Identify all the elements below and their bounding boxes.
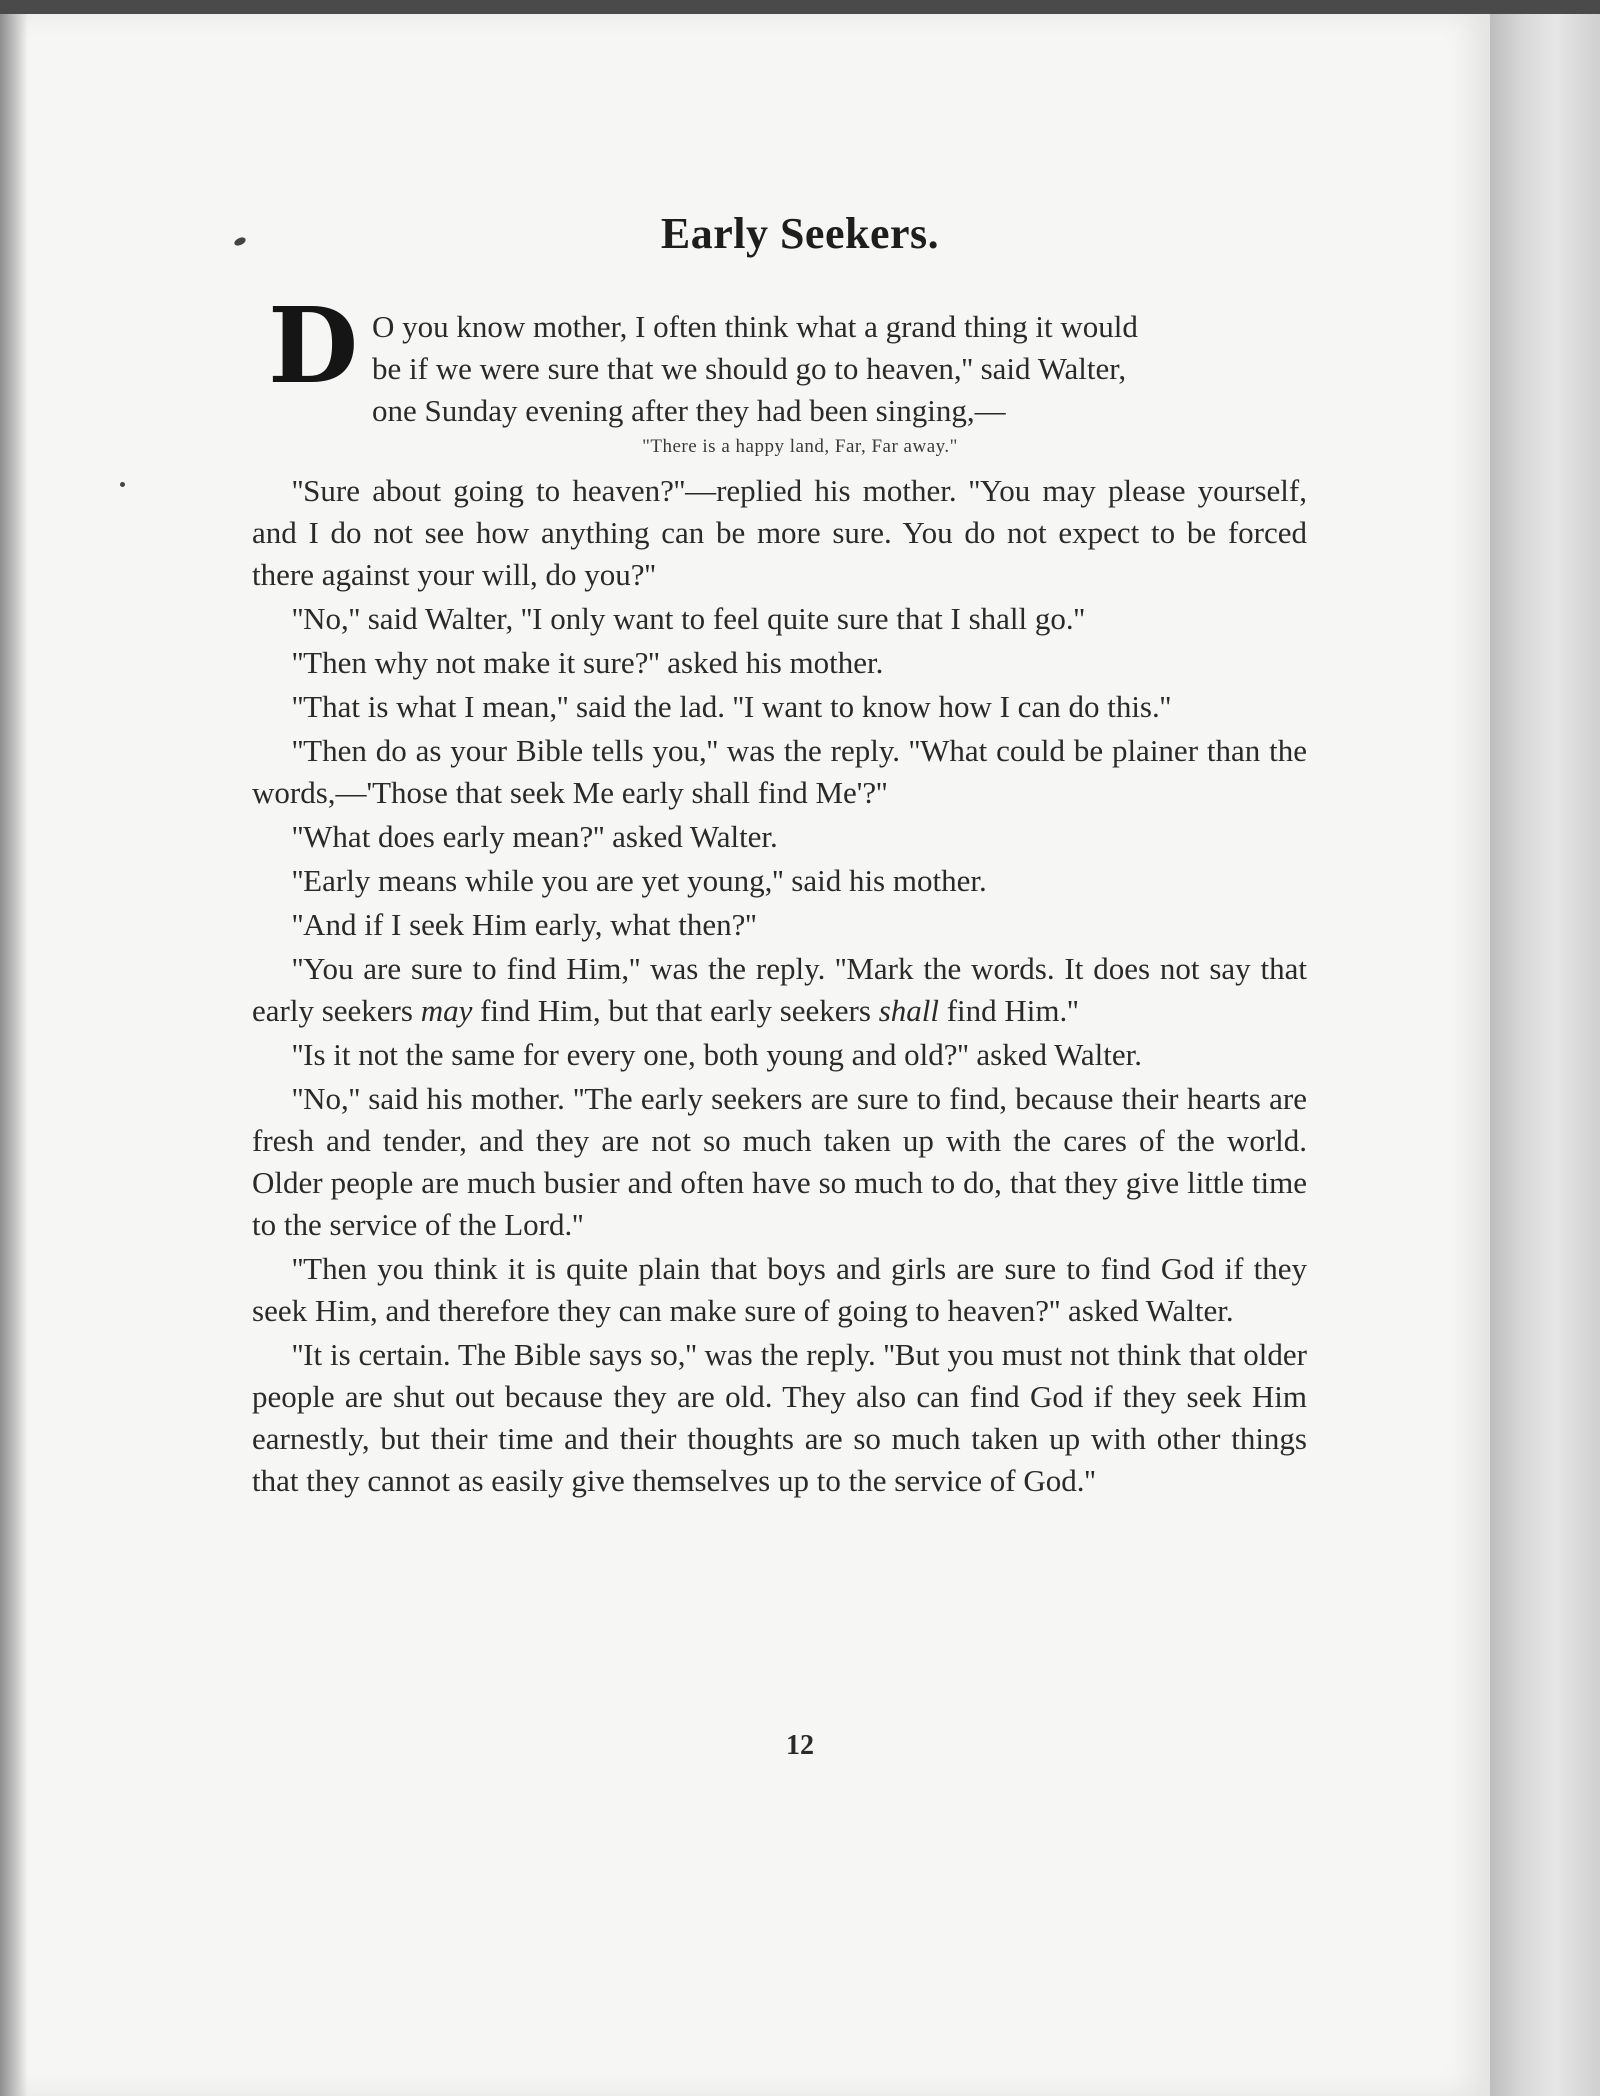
paragraph-with-emphasis bbox=[252, 948, 1307, 1032]
drop-cap: D bbox=[268, 284, 359, 407]
paragraph: ''Then you think it is quite plain that boys and girls are sure to find God if they seek Him, and therefore they can make sure of going to heaven?'' asked Walter. bbox=[252, 1251, 1307, 1328]
hymn-quote: "There is a happy land, Far, Far away." bbox=[642, 436, 958, 457]
paragraph: ''No,'' said Walter, ''I only want to feel quite sure that I shall go.'' bbox=[292, 601, 1085, 636]
paragraph: ''What does early mean?'' asked Walter. bbox=[292, 819, 778, 854]
paragraph: ''Then why not make it sure?'' asked his mother. bbox=[292, 645, 884, 680]
intro-paragraph bbox=[372, 306, 1312, 432]
paragraph: ''That is what I mean,'' said the lad. ''I want to know how I can do this.'' bbox=[292, 689, 1171, 724]
paragraph: ''Then do as your Bible tells you,'' was the reply. ''What could be plainer than the words,—'Those that seek Me early shall find Me'?'' bbox=[252, 733, 1307, 810]
paragraph: ''And if I seek Him early, what then?'' bbox=[292, 907, 757, 942]
text-run: find Him, but that early seekers bbox=[472, 993, 879, 1028]
intro-line: one Sunday evening after they had been singing,— bbox=[372, 393, 1006, 428]
paragraph: ''No,'' said his mother. ''The early seekers are sure to find, because their hearts are fresh and tender, and they are not so much taken up with the cares of the world. Older people are much busier and often have so much to do, that they give little time to the service of the Lord.'' bbox=[252, 1081, 1307, 1242]
intro-line: O you know mother, I often think what a grand thing it would bbox=[372, 309, 1138, 344]
paragraph: ''Is it not the same for every one, both young and old?'' asked Walter. bbox=[292, 1037, 1143, 1072]
body-text bbox=[252, 470, 1307, 1504]
binding-edge bbox=[0, 0, 28, 2096]
top-edge bbox=[0, 0, 1600, 14]
emphasis-shall: shall bbox=[878, 993, 939, 1028]
intro-line: be if we were sure that we should go to heaven,'' said Walter, bbox=[372, 351, 1127, 386]
ink-speck bbox=[120, 482, 125, 487]
text-run: ''You are sure to find Him,'' was the reply. ''Mark the words. It does not say that early seekers bbox=[252, 951, 1307, 1028]
emphasis-may: may bbox=[420, 993, 473, 1028]
page-number: 12 bbox=[786, 1730, 814, 1761]
paragraph: ''Early means while you are yet young,'' said his mother. bbox=[292, 863, 987, 898]
page-edge bbox=[1490, 0, 1600, 2096]
paragraph: ''It is certain. The Bible says so,'' was the reply. ''But you must not think that older people are shut out because they are old. They also can find God if they seek Him earnestly, but their time and their thoughts are so much taken up with other things that they cannot as easily give themselves up to the service of God.'' bbox=[252, 1337, 1307, 1498]
paragraph: ''Sure about going to heaven?''—replied his mother. ''You may please yourself, and I do not see how anything can be more sure. You do not expect to be forced there against your will, do you?'' bbox=[252, 473, 1307, 592]
chapter-title: Early Seekers. bbox=[660, 209, 940, 258]
text-run: find Him.'' bbox=[938, 993, 1079, 1028]
